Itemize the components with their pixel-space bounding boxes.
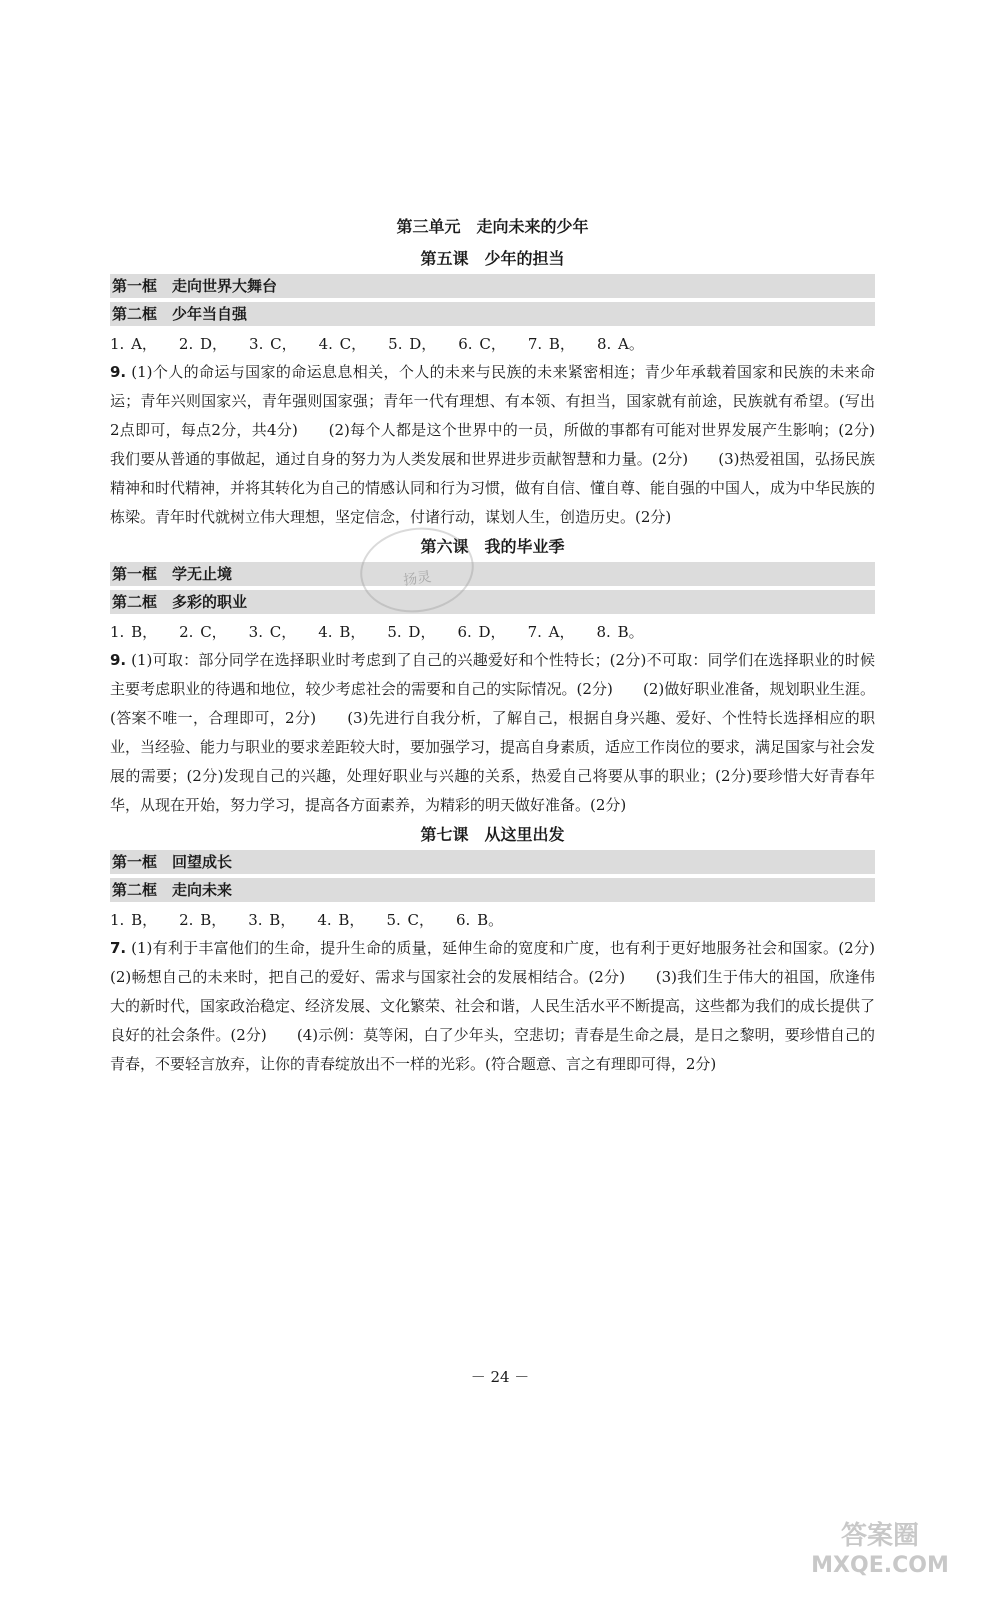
mc-answer: 7. A， (527, 623, 575, 641)
mc-answer: 5. D， (387, 623, 436, 641)
mc-answer: 1. A， (110, 335, 157, 353)
mc-answer: 8. B。 (596, 623, 644, 641)
mc-answer: 4. C， (318, 335, 367, 353)
section-heading: 第一框 走向世界大舞台 (110, 274, 875, 298)
mc-answer: 3. C， (249, 335, 297, 353)
mc-answer: 2. B， (179, 911, 227, 929)
answer-paragraph (110, 934, 905, 1079)
mc-answer: 6. C， (458, 335, 506, 353)
section-heading: 第二框 少年当自强 (110, 302, 875, 326)
mc-answer: 4. B， (317, 911, 365, 929)
site-logo (780, 1512, 980, 1582)
mc-answer: 6. D， (457, 623, 506, 641)
mc-answer: 5. D， (388, 335, 437, 353)
question-number: 9. (110, 363, 127, 381)
mc-answer: 7. B， (527, 335, 575, 353)
section-heading: 第一框 学无止境 (110, 562, 875, 586)
lesson-title: 第六课 我的毕业季 (420, 537, 565, 556)
multiple-choice-answers (110, 906, 875, 934)
answer-text: (1)有利于丰富他们的生命，提升生命的质量，延伸生命的宽度和广度，也有利于更好地服务社会和国家。(2分) (2)畅想自己的未来时，把自己的爱好、需求与国家社会的发展相结合。(2分) (3)我们生于伟大的祖国，欣逢伟大的新时代，国家政治稳定、经济发展、文化繁荣、社会和谐，人民生活水平不断提高，这些都为我们的成长提供了良好的社会条件。(2分) (4)示例：莫等闲，白了少年头，空悲切；青春是生命之晨，是日之黎明，要珍惜自己的青春，不要轻言放弃，让你的青春绽放出不一样的光彩。(符合题意、言之有理即可得，2分) (110, 939, 905, 1073)
answer-paragraph (110, 646, 875, 820)
lesson-title: 第五课 少年的担当 (420, 249, 565, 268)
multiple-choice-answers (110, 618, 875, 646)
lesson-title: 第七课 从这里出发 (420, 825, 565, 844)
answer-paragraph (110, 358, 875, 532)
question-number: 7. (110, 939, 127, 957)
mc-answer: 6. B。 (456, 911, 504, 929)
mc-answer: 4. B， (318, 623, 366, 641)
mc-answer: 1. B， (110, 911, 158, 929)
mc-answer: 2. C， (179, 623, 227, 641)
logo-url: MXQE.COM (811, 1553, 949, 1578)
question-number: 9. (110, 651, 127, 669)
section-heading: 第二框 走向未来 (110, 878, 875, 902)
answer-text: (1)个人的命运与国家的命运息息相关，个人的未来与民族的未来紧密相连；青少年承载着国家和民族的未来命运；青年兴则国家兴，青年强则国家强；青年一代有理想、有本领、有担当，国家就有前途，民族就有希望。(写出2点即可，每点2分，共4分) (2)每个人都是这个世界中的一员，所做的事都有可能对世界发展产生影响；(2分)我们要从普通的事做起，通过自身的努力为人类发展和世界进步贡献智慧和力量。(2分) (3)热爱祖国，弘扬民族精神和时代精神，并将其转化为自己的情感认同和行为习惯，做有自信、懂自尊、能自强的中国人，成为中华民族的栋梁。青年时代就树立伟大理想，坚定信念，付诸行动，谋划人生，创造历史。(2分) (110, 363, 876, 526)
answer-text: (1)可取：部分同学在选择职业时考虑到了自己的兴趣爱好和个性特长；(2分)不可取：同学们在选择职业的时候主要考虑职业的待遇和地位，较少考虑社会的需要和自己的实际情况。(2分) (2)做好职业准备，规划职业生涯。(答案不唯一，合理即可，2分) (3)先进行自我分析，了解自己，根据自身兴趣、爱好、个性特长选择相应的职业，当经验、能力与职业的要求差距较大时，要加强学习，提高自身素质，适应工作岗位的要求，满足国家与社会发展的需要；(2分)发现自己的兴趣，处理好职业与兴趣的关系，热爱自己将要从事的职业；(2分)要珍惜大好青春年华，从现在开始，努力学习，提高各方面素养，为精彩的明天做好准备。(2分) (110, 651, 876, 814)
mc-answer: 5. C， (386, 911, 434, 929)
mc-answer: 3. B， (248, 911, 296, 929)
logo-text: 答案圈 (840, 1521, 920, 1551)
mc-answer: 3. C， (248, 623, 297, 641)
section-heading: 第一框 回望成长 (110, 850, 875, 874)
answer-content (110, 212, 905, 1079)
multiple-choice-answers (110, 330, 875, 358)
mc-answer: 2. D， (178, 335, 228, 353)
mc-answer: 8. A。 (596, 335, 644, 353)
unit-title: 第三单元 走向未来的少年 (396, 217, 589, 236)
mc-answer: 1. B， (110, 623, 158, 641)
watermark-text: 扬灵 (402, 569, 433, 589)
section-heading: 第二框 多彩的职业 (110, 590, 875, 614)
page-number: － 24 － (470, 1368, 530, 1386)
